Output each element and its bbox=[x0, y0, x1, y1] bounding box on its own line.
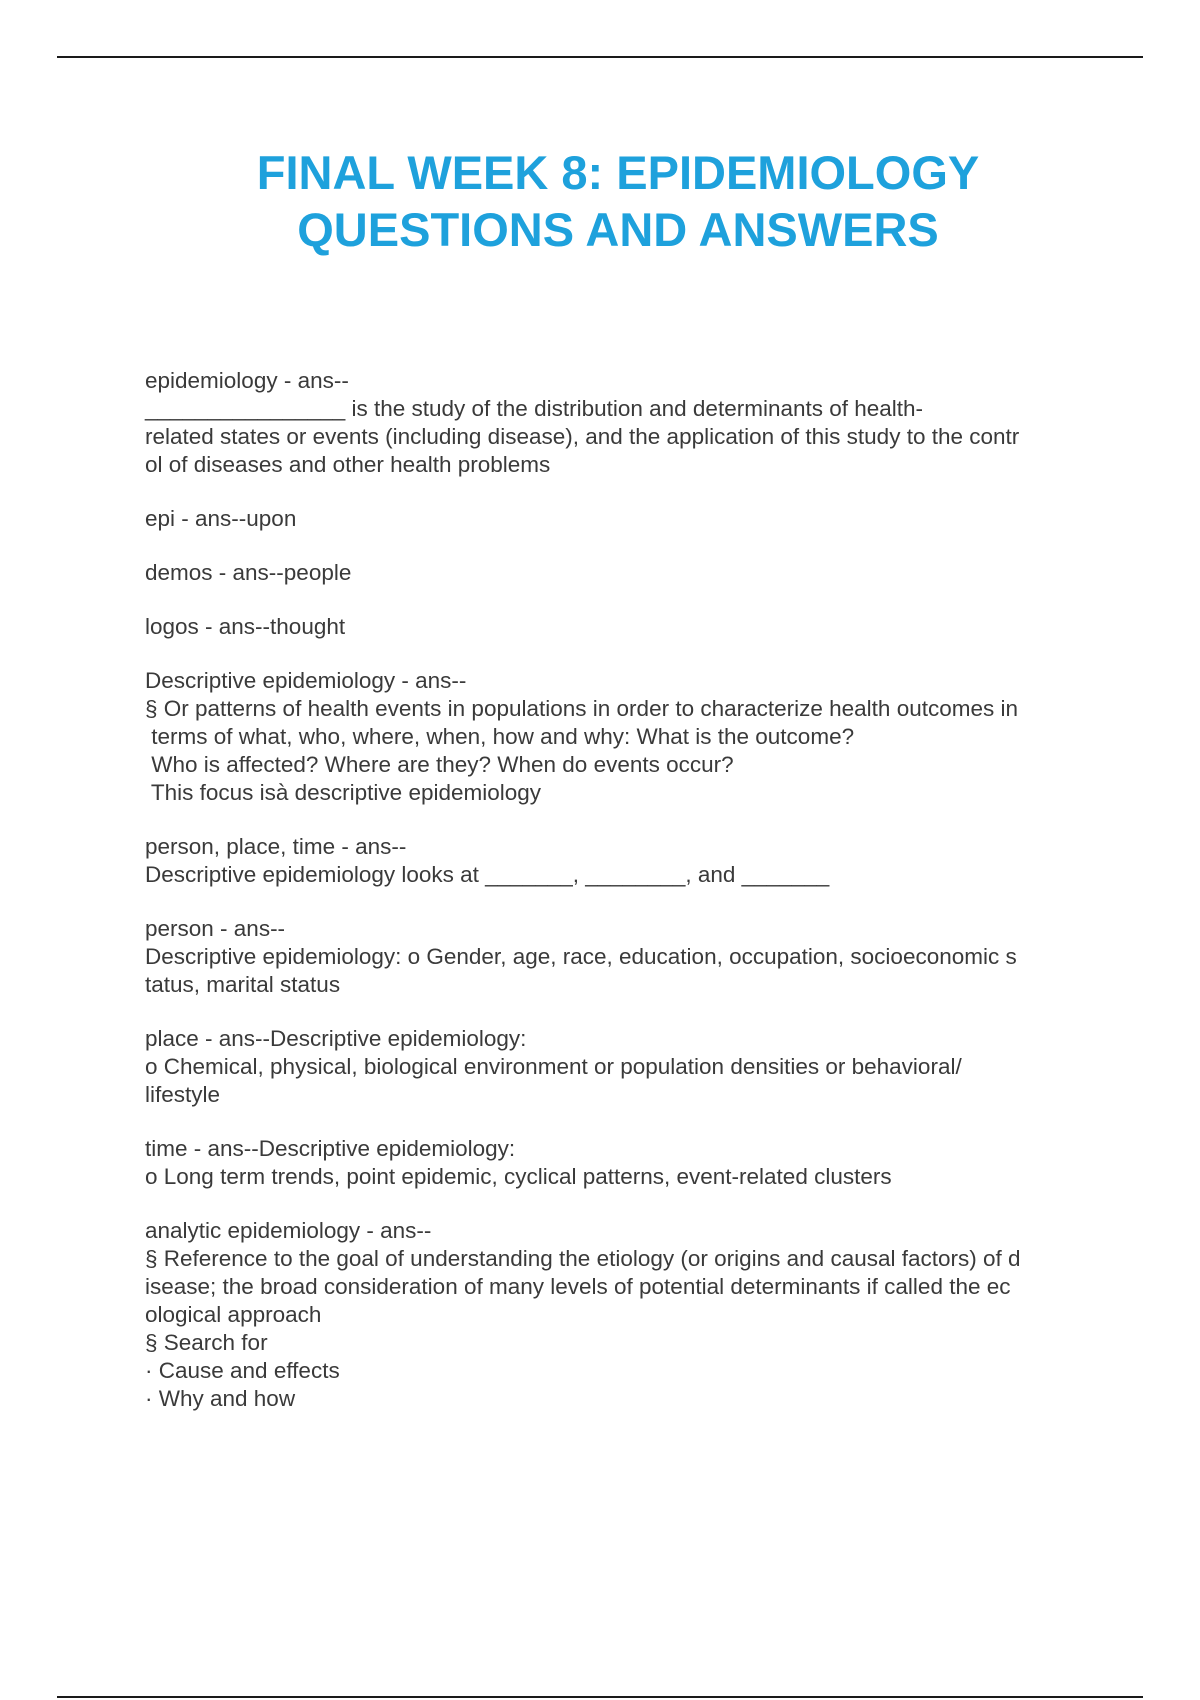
entry-line: Descriptive epidemiology looks at _______, ________, and _______ bbox=[145, 862, 830, 887]
entry-epi bbox=[145, 505, 1095, 533]
entry-line: epi - ans--upon bbox=[145, 506, 297, 531]
entry-line: o Chemical, physical, biological environment or population densities or behavioral/ bbox=[145, 1054, 962, 1079]
footer-rule bbox=[57, 1696, 1143, 1698]
flashcard-list bbox=[145, 367, 1095, 1439]
entry-line: · Why and how bbox=[145, 1386, 296, 1411]
entry-line: ________________ is the study of the distribution and determinants of health- bbox=[145, 396, 924, 421]
entry-line: isease; the broad consideration of many levels of potential determinants if called the ec bbox=[145, 1274, 1011, 1299]
entry-line: tatus, marital status bbox=[145, 972, 341, 997]
entry-line: place - ans--Descriptive epidemiology: bbox=[145, 1026, 527, 1051]
entry-analytic-epidemiology bbox=[145, 1217, 1095, 1413]
entry-logos bbox=[145, 613, 1095, 641]
entry-person-place-time bbox=[145, 833, 1095, 889]
entry-line: terms of what, who, where, when, how and why: What is the outcome? bbox=[145, 724, 855, 749]
entry-epidemiology bbox=[145, 367, 1095, 479]
entry-time bbox=[145, 1135, 1095, 1191]
entry-descriptive-epidemiology bbox=[145, 667, 1095, 807]
entry-line: demos - ans--people bbox=[145, 560, 352, 585]
entry-line: Who is affected? Where are they? When do events occur? bbox=[145, 752, 734, 777]
entry-line: o Long term trends, point epidemic, cyclical patterns, event-related clusters bbox=[145, 1164, 892, 1189]
entry-line: § Search for bbox=[145, 1330, 268, 1355]
entry-line: logos - ans--thought bbox=[145, 614, 346, 639]
entry-place bbox=[145, 1025, 1095, 1109]
entry-line: epidemiology - ans-- bbox=[145, 368, 349, 393]
entry-line: lifestyle bbox=[145, 1082, 221, 1107]
entry-person bbox=[145, 915, 1095, 999]
entry-line: person - ans-- bbox=[145, 916, 286, 941]
entry-line: § Or patterns of health events in populations in order to characterize health outcomes in bbox=[145, 696, 1019, 721]
entry-line: analytic epidemiology - ans-- bbox=[145, 1218, 432, 1243]
entry-line: Descriptive epidemiology - ans-- bbox=[145, 668, 467, 693]
title-line-1: FINAL WEEK 8: EPIDEMIOLOGY bbox=[256, 146, 980, 199]
header-rule bbox=[57, 56, 1143, 58]
entry-line: time - ans--Descriptive epidemiology: bbox=[145, 1136, 516, 1161]
entry-line: person, place, time - ans-- bbox=[145, 834, 407, 859]
document-title bbox=[0, 144, 1200, 258]
entry-line: § Reference to the goal of understanding the etiology (or origins and causal factors) of d bbox=[145, 1246, 1021, 1271]
title-line-2: QUESTIONS AND ANSWERS bbox=[297, 203, 939, 256]
entry-line: This focus isà descriptive epidemiology bbox=[145, 780, 542, 805]
entry-line: ol of diseases and other health problems bbox=[145, 452, 551, 477]
entry-line: Descriptive epidemiology: o Gender, age, race, education, occupation, socioeconomic s bbox=[145, 944, 1017, 969]
entry-line: · Cause and effects bbox=[145, 1358, 340, 1383]
entry-line: ological approach bbox=[145, 1302, 322, 1327]
entry-line: related states or events (including disease), and the application of this study to the contr bbox=[145, 424, 1020, 449]
entry-demos bbox=[145, 559, 1095, 587]
